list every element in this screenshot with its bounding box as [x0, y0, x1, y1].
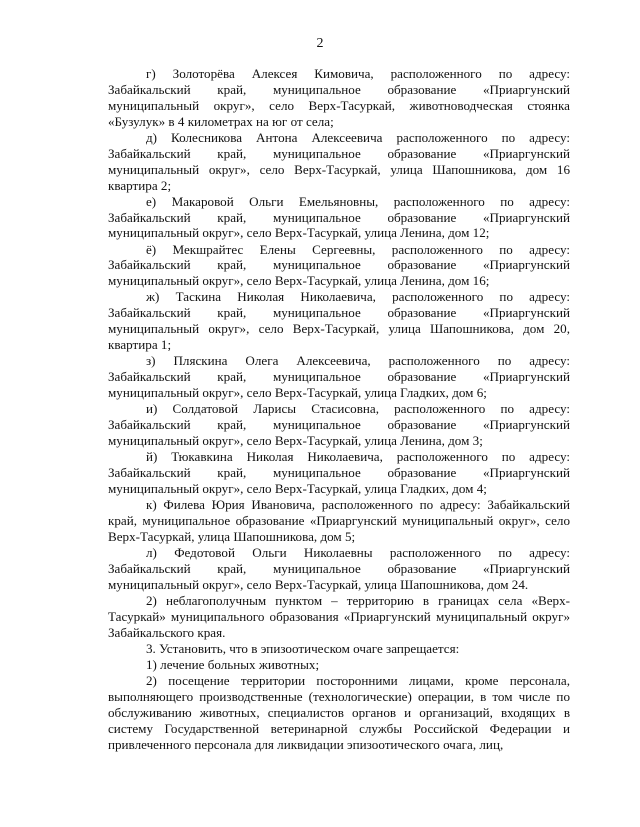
paragraph: [108, 289, 570, 353]
page-number: 2: [316, 36, 324, 51]
paragraph: [108, 130, 570, 194]
text-line: муниципальный округ», село Верх-Тасуркай, улица Шапошникова, дом 16: [108, 161, 570, 177]
text-line: Забайкальский край, муниципальное образование «Приаргунский: [108, 305, 570, 321]
paragraph: [108, 497, 570, 545]
paragraph: [108, 242, 570, 290]
text-line: квартира 1;: [108, 337, 172, 353]
text-line: к) Филева Юрия Ивановича, расположенного по адресу: Забайкальский: [146, 496, 570, 512]
paragraph: [108, 593, 570, 641]
text-line: систему Государственной ветеринарной службы Российской Федерации и: [108, 720, 570, 736]
text-line: обслуживанию животных, специалистов органов и организаций, входящих в: [108, 704, 570, 720]
paragraph: [108, 673, 570, 753]
text-line: муниципальный округ», село Верх-Тасуркай, улица Ленина, дом 12;: [108, 225, 490, 241]
paragraph: [108, 657, 570, 673]
paragraph: [108, 449, 570, 497]
text-line: з) Пляскина Олега Алексеевича, расположенного по адресу:: [146, 353, 570, 369]
text-line: г) Золоторёва Алексея Кимовича, расположенного по адресу:: [146, 66, 570, 81]
text-line: 2) неблагополучным пунктом – территорию в границах села «Верх-: [146, 592, 570, 608]
text-line: муниципальный округ», село Верх-Тасуркай, улица Ленина, дом 3;: [108, 432, 483, 448]
text-line: муниципальный округ», село Верх-Тасуркай, улица Шапошникова, дом 20,: [108, 321, 570, 337]
text-line: е) Макаровой Ольги Емельяновны, расположенного по адресу:: [146, 193, 570, 209]
text-line: Забайкальский край, муниципальное образование «Приаргунский: [108, 257, 570, 273]
text-line: ж) Таскина Николая Николаевича, расположенного по адресу:: [146, 289, 570, 305]
text-line: край, муниципальное образование «Приаргунский муниципальный округ», село: [108, 512, 570, 528]
text-line: «Бузулук» в 4 километрах на юг от села;: [108, 113, 334, 129]
text-line: муниципальный округ», село Верх-Тасуркай, животноводческая стоянка: [108, 97, 570, 113]
paragraph: [108, 66, 570, 130]
text-line: муниципальный округ», село Верх-Тасуркай, улица Гладких, дом 6;: [108, 385, 487, 401]
paragraph: [108, 401, 570, 449]
text-line: квартира 2;: [108, 177, 172, 193]
text-line: муниципальный округ», село Верх-Тасуркай, улица Шапошникова, дом 24.: [108, 576, 529, 592]
text-line: л) Федотовой Ольги Николаевны расположенного по адресу:: [146, 544, 570, 560]
text-line: муниципальный округ», село Верх-Тасуркай, улица Гладких, дом 4;: [108, 480, 487, 496]
text-line: Забайкальский край, муниципальное образование «Приаргунский: [108, 81, 570, 97]
paragraph: [108, 545, 570, 593]
text-line: муниципальный округ», село Верх-Тасуркай, улица Ленина, дом 16;: [108, 273, 490, 289]
text-line: Забайкальский край, муниципальное образование «Приаргунский: [108, 417, 570, 433]
text-line: Забайкальский край, муниципальное образование «Приаргунский: [108, 369, 570, 385]
text-line: Забайкальский край, муниципальное образование «Приаргунский: [108, 560, 570, 576]
text-line: Забайкальского края.: [108, 624, 226, 640]
text-line: д) Колесникова Антона Алексеевича расположенного по адресу:: [146, 129, 570, 145]
paragraph: [108, 353, 570, 401]
text-line: ё) Мекшрайтес Елены Сергеевны, расположенного по адресу:: [146, 241, 570, 257]
text-line: 3. Установить, что в эпизоотическом очаге запрещается:: [146, 640, 460, 656]
text-line: 2) посещение территории посторонними лицами, кроме персонала,: [146, 672, 570, 688]
text-line: Тасуркай» муниципального образования «Приаргунский муниципальный округ»: [108, 608, 570, 624]
paragraph: [108, 641, 570, 657]
text-line: выполняющего производственные (технологические) операции, в том числе по: [108, 688, 570, 704]
paragraph: [108, 194, 570, 242]
text-line: Верх-Тасуркай, улица Шапошникова, дом 5;: [108, 528, 356, 544]
text-line: 1) лечение больных животных;: [146, 656, 320, 672]
text-line: Забайкальский край, муниципальное образование «Приаргунский: [108, 145, 570, 161]
document-body: [108, 66, 570, 753]
text-line: Забайкальский край, муниципальное образование «Приаргунский: [108, 464, 570, 480]
text-line: привлеченного персонала для ликвидации эпизоотического очага, лиц,: [108, 736, 504, 752]
text-line: й) Тюкавкина Николая Николаевича, расположенного по адресу:: [146, 449, 570, 465]
text-line: Забайкальский край, муниципальное образование «Приаргунский: [108, 209, 570, 225]
text-line: и) Солдатовой Ларисы Стасисовна, расположенного по адресу:: [146, 401, 570, 417]
